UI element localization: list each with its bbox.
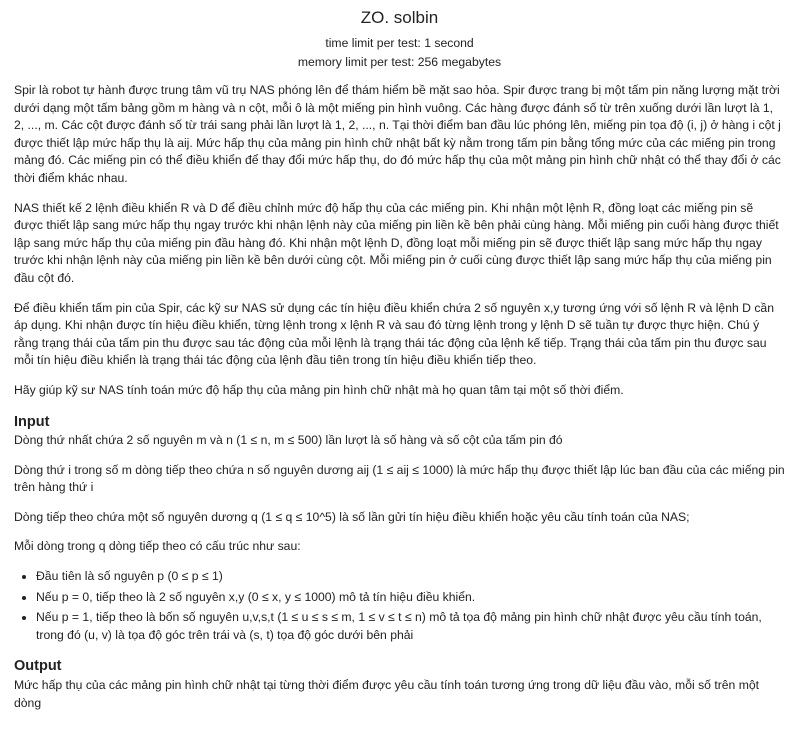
- input-line-4: Mỗi dòng trong q dòng tiếp theo có cấu trúc như sau:: [14, 539, 301, 554]
- query-format-item: • Nếu p = 1, tiếp theo là bốn số nguyên u,v,s,t (1 ≤ u ≤ s ≤ m, 1 ≤ v ≤ t ≤ n) mô tả tọa độ mảng pin hình chữ nhật được yêu cầu tính toán, trong đó (u, v) là tọa độ góc trên trái và (s, t) tọa độ góc dưới bên phải: [36, 609, 785, 644]
- input-line-3: Dòng tiếp theo chứa một số nguyên dương q (1 ≤ q ≤ 10^5) là số lần gửi tín hiệu điều khiển hoặc yêu cầu tính toán của NAS;: [14, 509, 690, 524]
- statement-paragraph-4: Hãy giúp kỹ sư NAS tính toán mức độ hấp thụ của mảng pin hình chữ nhật mà họ quan tâm tại một số thời điểm.: [14, 382, 624, 397]
- query-format-list: [14, 568, 785, 644]
- input-line-2: Dòng thứ i trong số m dòng tiếp theo chứa n số nguyên dương aij (1 ≤ aij ≤ 1000) là mức hấp thụ được thiết lập lúc ban đầu của các miếng pin trên hàng thứ i: [14, 462, 785, 495]
- statement-paragraph-1: Spir là robot tự hành được trung tâm vũ trụ NAS phóng lên để thám hiểm bề mặt sao hỏa. Spir được trang bị một tấm pin năng lượng mặt trời dưới dạng một tấm bảng gồm m hàng và n cột, mỗi ô là một miếng pin hình vuông. Các hàng được đánh số từ trên xuống dưới lần lượt là 1, 2, ..., m. Các cột được đánh số từ trái sang phải lần lượt là 1, 2, ..., n. Tại thời điểm ban đầu lúc phóng lên, miếng pin tọa độ (i, j) ở hàng i cột j được thiết lập mức hấp thụ là aij. Mức hấp thụ của mảng pin hình chữ nhật bất kỳ nằm trong tấm pin bằng tổng mức của các miếng pin trong mảng đó. Các miếng pin có thể điều khiển để thay đổi mức hấp thụ, do đó mức hấp thụ của một mảng pin hình chữ nhật có thể thay đổi ở các thời điểm khác nhau.: [14, 83, 781, 185]
- statement-paragraph-3: Để điều khiển tấm pin của Spir, các kỹ sư NAS sử dụng các tín hiệu điều khiển chứa 2 số nguyên x,y tương ứng với số lệnh R và lệnh D cần áp dụng. Khi nhận được tín hiệu điều khiển, từng lệnh trong x lệnh R và sau đó từng lệnh trong y lệnh D sẽ tuần tự được thực hiện. Chú ý rằng trạng thái của tấm pin thu được sau tác động của mỗi lệnh là trạng thái tác động của lệnh kế tiếp. Trạng thái của tấm pin thu được sau mỗi tín hiệu điều khiển là trạng thái tác động của lệnh đầu tiên trong tín hiệu điều khiển tiếp theo.: [14, 300, 774, 368]
- input-heading: Input: [14, 413, 50, 430]
- input-line-1: Dòng thứ nhất chứa 2 số nguyên m và n (1 ≤ n, m ≤ 500) lần lượt là số hàng và số cột của tấm pin đó: [14, 433, 563, 448]
- problem-header: [14, 8, 785, 72]
- output-text: Mức hấp thụ của các mảng pin hình chữ nhật tại từng thời điểm được yêu cầu tính toán tương ứng trong dữ liệu đầu vào, mỗi số trên một dòng: [14, 678, 760, 710]
- statement-paragraph-2: NAS thiết kế 2 lệnh điều khiển R và D để điều chỉnh mức độ hấp thụ của các miếng pin. Khi nhận một lệnh R, đồng loạt các miếng pin sẽ được thiết lập sang mức hấp thụ ngay trước khi nhận lệnh này của miếng pin liền kề bên phải cùng hàng. Mỗi miếng pin cuối hàng được thiết lập sang mức hấp thụ của miếng pin đầu hàng đó. Khi nhận một lệnh D, đồng loạt mỗi miếng pin sẽ được thiết lập sang mức hấp thụ ngay trước khi nhận lệnh này của miếng pin liền kề bên dưới cùng cột. Mỗi miếng pin ở cuối cùng được thiết lập sang mức hấp thụ của miếng pin đầu cột đó.: [14, 200, 779, 285]
- query-format-item: • Nếu p = 0, tiếp theo là 2 số nguyên x,y (0 ≤ x, y ≤ 1000) mô tả tín hiệu điều khiển.: [36, 589, 785, 607]
- problem-title: ZO. solbin: [360, 8, 439, 27]
- time-limit: time limit per test: 1 second: [325, 36, 474, 50]
- query-format-item: • Đầu tiên là số nguyên p (0 ≤ p ≤ 1): [36, 568, 785, 586]
- memory-limit: memory limit per test: 256 megabytes: [297, 55, 502, 69]
- problem-statement: [14, 82, 785, 712]
- output-heading: Output: [14, 658, 62, 675]
